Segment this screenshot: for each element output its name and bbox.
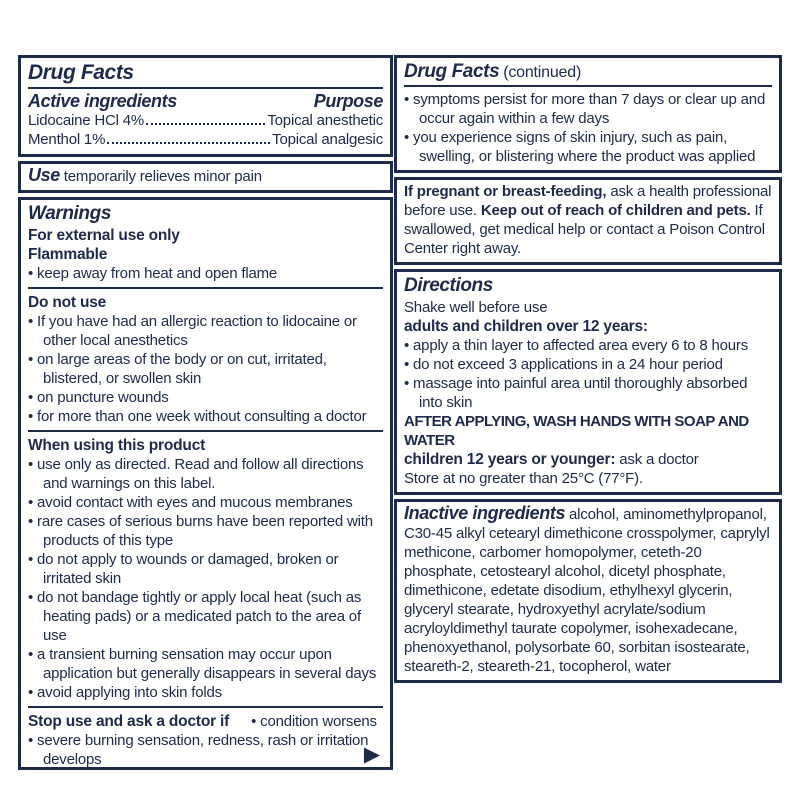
use-panel bbox=[18, 161, 393, 193]
bullet-item: • rare cases of serious burns have been reported with products of this type bbox=[28, 512, 383, 550]
flammable-line: Flammable bbox=[28, 246, 108, 263]
children-text: ask a doctor bbox=[615, 451, 699, 468]
swallowed-text: If swallowed, get medical help or contact a Poison Control Center right away. bbox=[404, 202, 765, 257]
inactive-ingredients-title: Inactive ingredients bbox=[404, 503, 566, 523]
dotted-leader bbox=[146, 123, 265, 125]
external-use-line: For external use only bbox=[28, 227, 180, 244]
bullet-item: • use only as directed. Read and follow all directions and warnings on this label. bbox=[28, 455, 383, 493]
left-column bbox=[18, 55, 393, 774]
inactive-ingredients-text: alcohol, aminomethylpropanol, C30-45 alkyl cetearyl dimethicone crosspolymer, caprylyl methicone, carbomer homopolymer, ceteth-20 phosphate, cetostearyl alcohol, dicetyl phosphate, dimethicone, edetate disodium, ethylhexyl glycerin, glyceryl stearate, hydroxyethyl acrylate/sodium acryloyldimethyl taurate copolymer, isohexadecane, phenoxyethanol, polysorbate 60, sorbitan isostearate, steareth-2, steareth-21, tocopherol, water bbox=[404, 506, 770, 675]
title-rule bbox=[404, 85, 772, 87]
ingredient-purpose: Topical anesthetic bbox=[267, 112, 383, 129]
inactive-ingredients-panel bbox=[394, 499, 782, 683]
drug-facts-title: Drug Facts bbox=[28, 61, 134, 84]
pregnancy-text: ask a health professional before use. bbox=[404, 183, 772, 219]
bullet-item: • do not apply to wounds or damaged, broken or irritated skin bbox=[28, 550, 383, 588]
active-ingredients-header bbox=[28, 92, 383, 111]
keep-out-of-reach-bold: Keep out of reach of children and pets. bbox=[480, 202, 751, 219]
inactive-paragraph bbox=[404, 504, 772, 676]
when-using-bullets bbox=[28, 455, 383, 702]
bullet-item: • for more than one week without consulting a doctor bbox=[28, 407, 383, 426]
warnings-title: Warnings bbox=[28, 203, 112, 224]
directions-bullets bbox=[404, 336, 772, 412]
continued-suffix: (continued) bbox=[503, 64, 582, 81]
dotted-leader bbox=[107, 142, 270, 144]
bullet-item: • avoid applying into skin folds bbox=[28, 683, 383, 702]
adults-heading: adults and children over 12 years: bbox=[404, 318, 648, 335]
directions-title: Directions bbox=[404, 275, 493, 296]
use-text: temporarily relieves minor pain bbox=[63, 168, 262, 185]
when-using-heading: When using this product bbox=[28, 437, 206, 454]
bullet-item: • apply a thin layer to affected area every 6 to 8 hours bbox=[404, 336, 772, 355]
active-ingredient-row bbox=[28, 111, 383, 130]
bullet-item: • a transient burning sensation may occur upon application but generally disappears in several days bbox=[28, 645, 383, 683]
drug-facts-continued-panel bbox=[394, 55, 782, 173]
continued-title-row bbox=[404, 60, 772, 84]
use-line bbox=[28, 166, 383, 186]
section-divider bbox=[28, 430, 383, 432]
continued-bullets bbox=[404, 90, 772, 166]
bullet-item: • massage into painful area until thoroughly absorbed into skin bbox=[404, 374, 772, 412]
after-applying-line: AFTER APPLYING, WASH HANDS WITH SOAP AND WATER bbox=[404, 413, 749, 449]
storage-line: Store at no greater than 25°C (77°F). bbox=[404, 470, 643, 487]
bullet-item: • keep away from heat and open flame bbox=[28, 264, 383, 283]
bullet-item: • you experience signs of skin injury, such as pain, swelling, or blistering where the product was applied bbox=[404, 128, 772, 166]
continued-arrow-icon: ▶ bbox=[363, 743, 380, 766]
stop-use-heading-row bbox=[28, 712, 383, 731]
condition-worsens-bullet: • condition worsens bbox=[251, 712, 377, 731]
shake-line: Shake well before use bbox=[404, 299, 548, 316]
directions-panel bbox=[394, 269, 782, 495]
section-divider bbox=[28, 287, 383, 289]
do-not-use-heading: Do not use bbox=[28, 294, 107, 311]
purpose-heading: Purpose bbox=[313, 91, 383, 111]
bullet-item: • do not exceed 3 applications in a 24 hour period bbox=[404, 355, 772, 374]
ingredient-name: Menthol 1% bbox=[28, 131, 106, 148]
bullet-item: • do not bandage tightly or apply local heat (such as heating pads) or a medicated patch to the area of use bbox=[28, 588, 383, 645]
bullet-item: • avoid contact with eyes and mucous membranes bbox=[28, 493, 383, 512]
bullet-item: • severe burning sensation, redness, rash or irritation develops bbox=[28, 731, 383, 769]
stop-use-bullets bbox=[28, 731, 383, 769]
bullet-item: • symptoms persist for more than 7 days or clear up and occur again within a few days bbox=[404, 90, 772, 128]
pregnancy-paragraph bbox=[404, 182, 772, 258]
ingredient-name: Lidocaine HCl 4% bbox=[28, 112, 145, 129]
active-ingredients-heading: Active ingredients bbox=[28, 91, 177, 111]
active-ingredient-rows bbox=[28, 111, 383, 149]
section-divider bbox=[28, 706, 383, 708]
right-column bbox=[394, 55, 782, 687]
children-line bbox=[404, 450, 772, 469]
use-heading: Use bbox=[28, 165, 60, 185]
bullet-item: • on puncture wounds bbox=[28, 388, 383, 407]
ingredient-purpose: Topical analgesic bbox=[272, 131, 383, 148]
pregnancy-warning-panel bbox=[394, 177, 782, 265]
active-ingredients-panel bbox=[18, 55, 393, 157]
stop-use-heading: Stop use and ask a doctor if bbox=[28, 713, 230, 730]
flammable-bullets bbox=[28, 264, 383, 283]
title-rule bbox=[28, 87, 383, 89]
do-not-use-bullets bbox=[28, 312, 383, 426]
bullet-item: • on large areas of the body or on cut, irritated, blistered, or swollen skin bbox=[28, 350, 383, 388]
warnings-panel bbox=[18, 197, 393, 770]
children-heading: children 12 years or younger: bbox=[404, 451, 616, 468]
pregnancy-bold: If pregnant or breast-feeding, bbox=[404, 183, 607, 200]
bullet-item: • If you have had an allergic reaction to lidocaine or other local anesthetics bbox=[28, 312, 383, 350]
active-ingredient-row bbox=[28, 130, 383, 149]
drug-facts-continued-title: Drug Facts bbox=[404, 61, 500, 82]
